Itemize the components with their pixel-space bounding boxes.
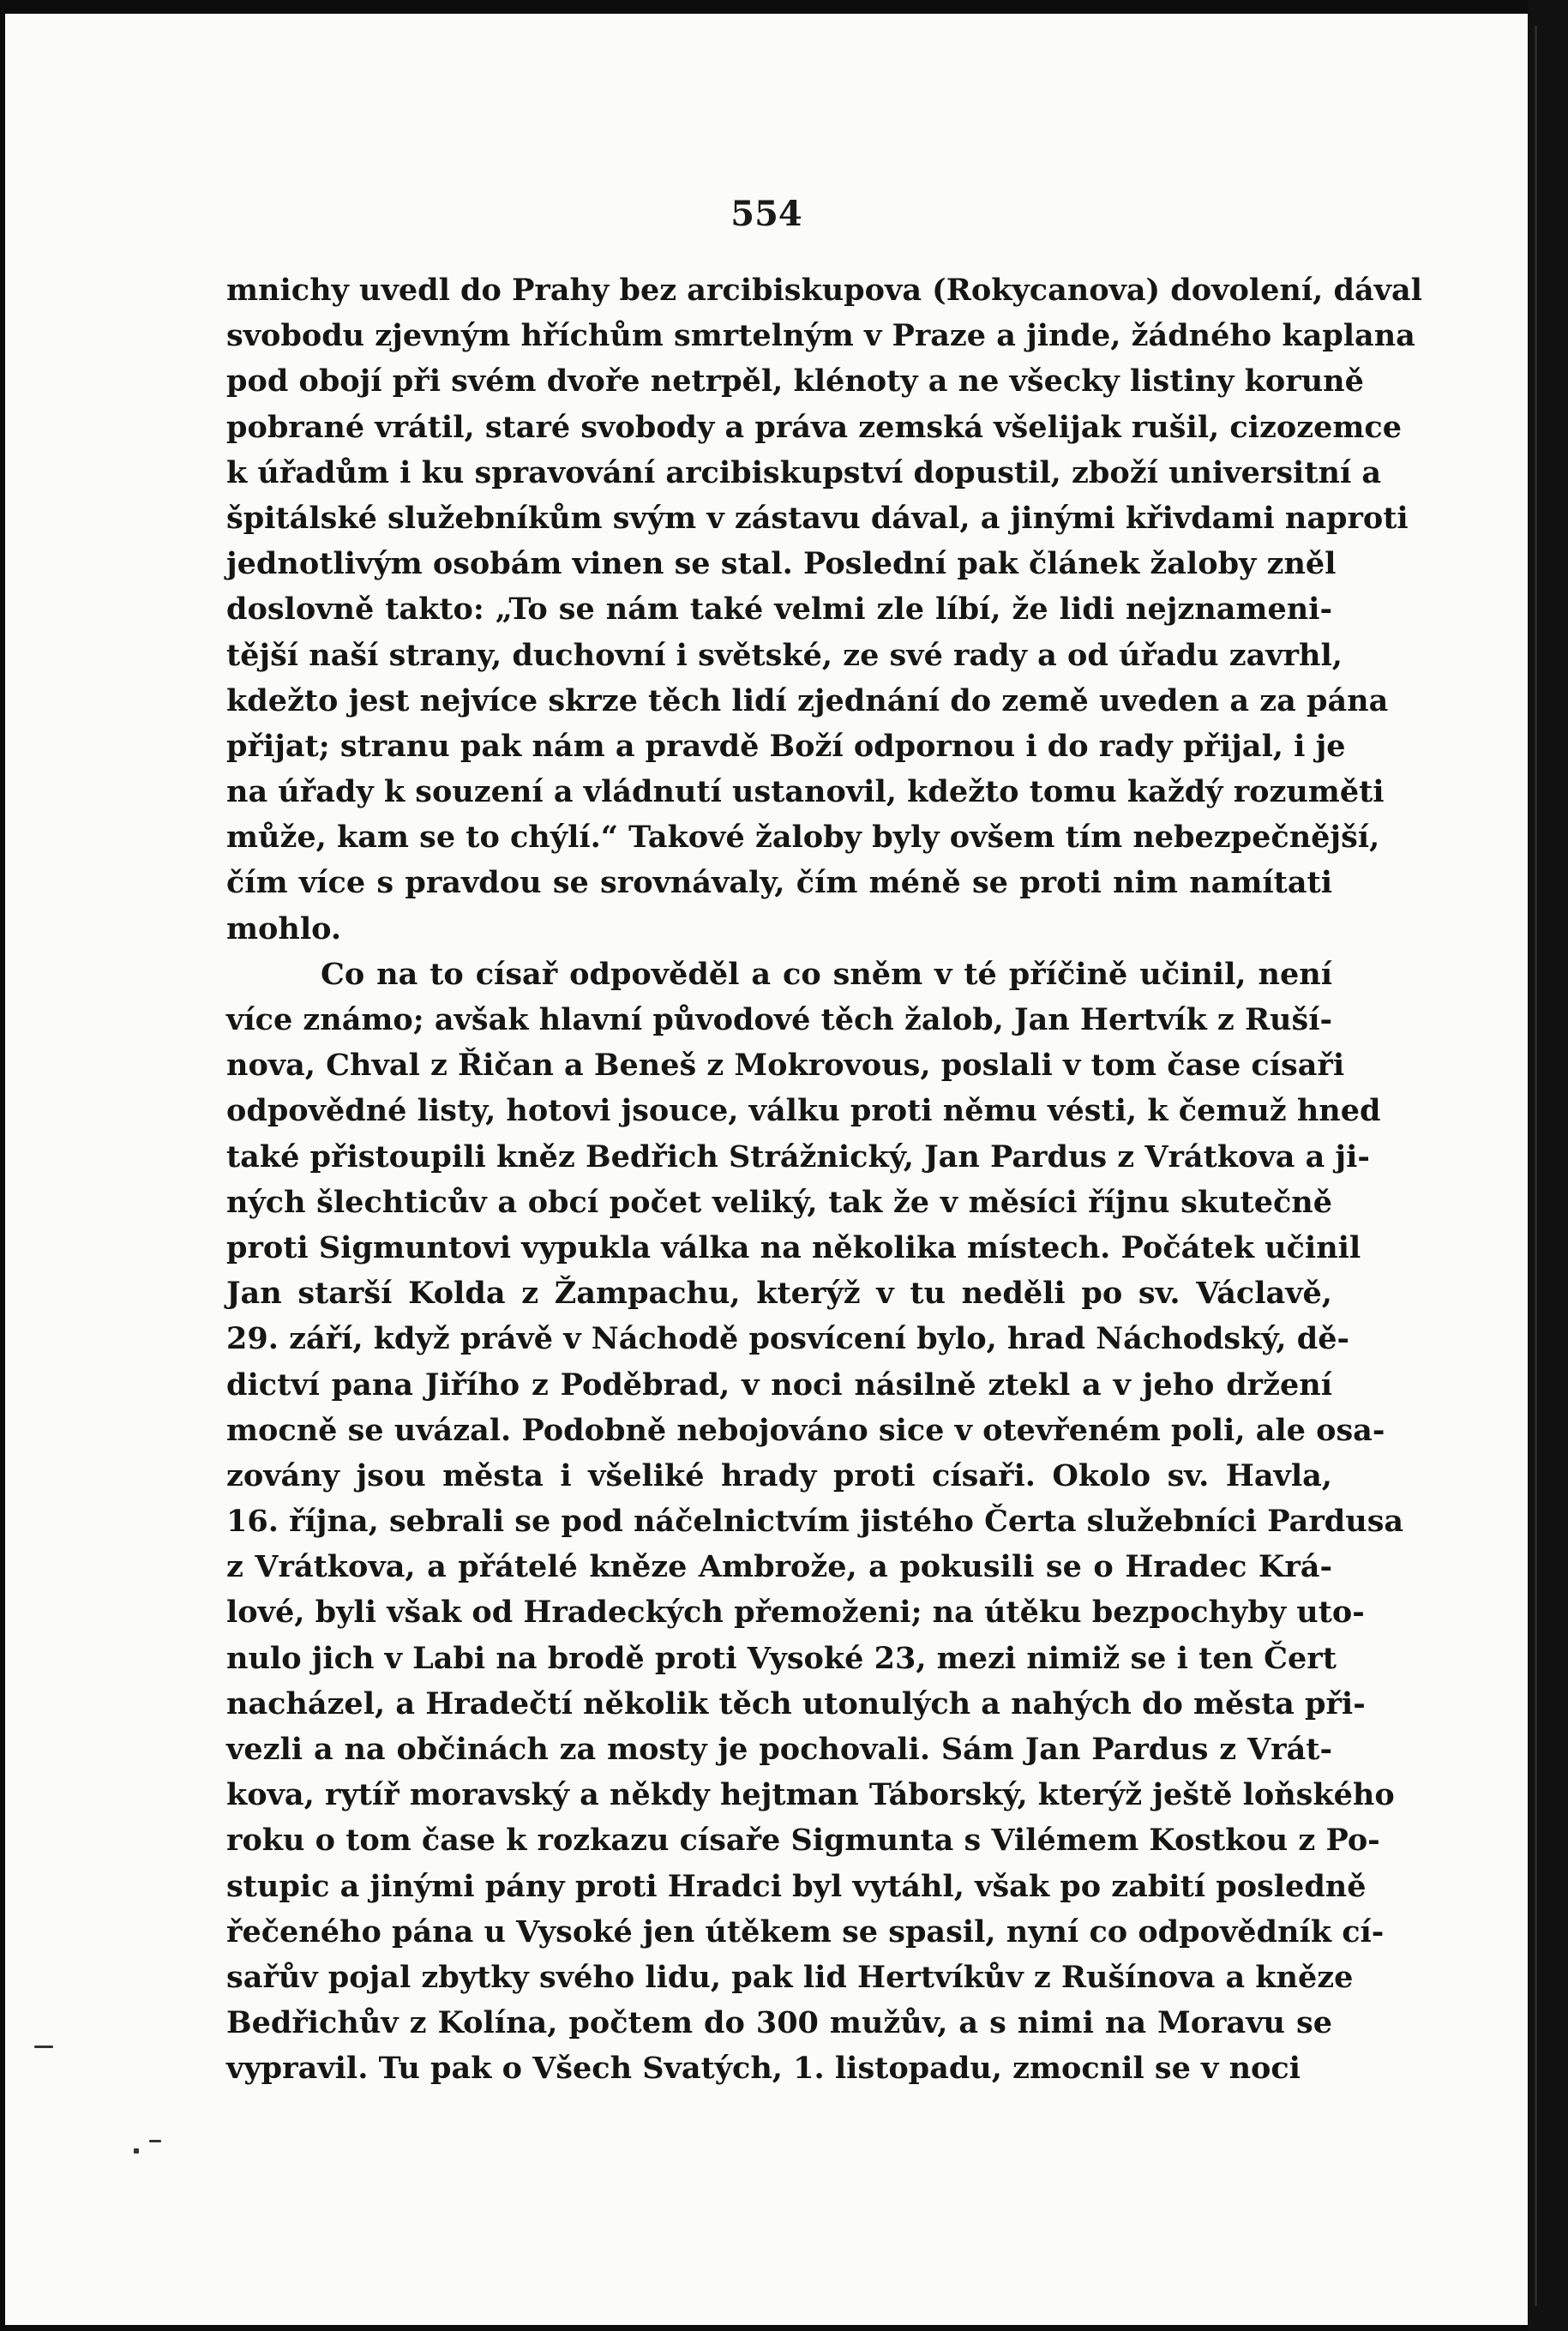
text-line: také přistoupili kněz Bedřich Strážnický, Jan Pardus z Vrátkova a ji- <box>226 1138 1370 1175</box>
text-line: vezli a na občinách za mosty je pochovali. Sám Jan Pardus z Vrát- <box>226 1732 1332 1767</box>
text-line: Bedřichův z Kolína, počtem do 300 mužův, a s nimi na Moravu se <box>226 2005 1332 2041</box>
text-line: na úřady k souzení a vládnutí ustanovil, kdežto tomu každý rozuměti <box>226 774 1385 810</box>
text-line: lové, byli však od Hradeckých přemoženi; na útěku bezpochyby uto- <box>226 1595 1365 1631</box>
text-line: nacházel, a Hradečtí několik těch utonulých a nahých do města při- <box>226 1685 1366 1721</box>
text-line: mnichy uvedl do Prahy bez arcibiskupova (Rokycanova) dovolení, dával <box>226 273 1422 308</box>
text-line: stupic a jinými pány proti Hradci byl vytáhl, však po zabití posledně <box>226 1868 1367 1904</box>
text-line: odpovědné listy, hotovi jsouce, válku proti němu vésti, k čemuž hned <box>226 1093 1381 1129</box>
text-line: zovány jsou města i všeliké hrady proti císaři. Okolo sv. Havla, <box>226 1457 1332 1493</box>
book-page <box>5 14 1528 2325</box>
text-line: tější naší strany, duchovní i světské, ze své rady a od úřadu zavrhl, <box>226 637 1343 673</box>
scan-edge-line <box>1535 26 1537 2306</box>
text-line: kdežto jest nejvíce skrze těch lidí zjednání do země uveden a za pána <box>226 682 1389 718</box>
text-line: jednotlivým osobám vinen se stal. Poslední pak článek žaloby zněl <box>226 546 1337 582</box>
text-line: 29. září, když právě v Náchodě posvícení bylo, hrad Náchodský, dě- <box>226 1321 1349 1357</box>
text-line: mohlo. <box>226 910 342 946</box>
text-line: Co na to císař odpověděl a co sněm v té příčině učinil, není <box>321 956 1332 992</box>
text-line: nulo jich v Labi na brodě proti Vysoké 23, mezi nimiž se i ten Čert <box>226 1640 1337 1676</box>
text-line: řečeného pána u Vysoké jen útěkem se spasil, nyní co odpovědník cí- <box>226 1913 1385 1950</box>
text-line: k úřadům i ku spravování arcibiskupství dopustil, zboží universitní a <box>226 454 1382 490</box>
text-line: ných šlechticův a obcí počet veliký, tak že v měsíci říjnu skutečně <box>226 1184 1332 1220</box>
text-line: přijat; stranu pak nám a pravdě Boží odpornou i do rady přijal, i je <box>226 728 1346 764</box>
text-line: kova, rytíř moravský a někdy hejtman Táborský, kterýž ještě loňského <box>226 1777 1395 1813</box>
margin-speck <box>34 2046 53 2048</box>
text-line: 16. října, sebrali se pod náčelnictvím jistého Čerta služebníci Pardusa <box>226 1504 1404 1540</box>
text-line: z Vrátkova, a přátelé kněze Ambrože, a pokusili se o Hradec Krá- <box>226 1549 1332 1585</box>
text-line: sařův pojal zbytky svého lidu, pak lid Hertvíkův z Rušínova a kněze <box>226 1959 1354 1995</box>
page-number: 554 <box>730 194 802 234</box>
text-line: proti Sigmuntovi vypukla válka na několika místech. Počátek učinil <box>226 1229 1361 1265</box>
text-line: může, kam se to chýlí.“ Takové žaloby byly ovšem tím nebezpečnější, <box>226 820 1380 856</box>
text-line: čím více s pravdou se srovnávaly, čím méně se proti nim namítati <box>226 865 1332 901</box>
text-line: doslovně takto: „To se nám také velmi zle líbí, že lidi nejznameni- <box>226 592 1332 628</box>
margin-speck <box>134 2148 139 2154</box>
margin-speck <box>149 2140 161 2142</box>
text-line: dictví pana Jiřího z Poděbrad, v noci násilně ztekl a v jeho držení <box>226 1367 1332 1403</box>
text-line: mocně se uvázal. Podobně nebojováno sice v otevřeném poli, ale osa- <box>226 1412 1385 1448</box>
text-line: nova, Chval z Řičan a Beneš z Mokrovous, poslali v tom čase císaři <box>226 1048 1345 1084</box>
text-line: více známo; avšak hlavní původové těch žalob, Jan Hertvík z Ruší- <box>226 1002 1333 1037</box>
text-line: špitálské služebníkům svým v zástavu dával, a jinými křivdami naproti <box>226 500 1409 536</box>
text-line: vypravil. Tu pak o Všech Svatých, 1. listopadu, zmocnil se v noci <box>226 2051 1301 2087</box>
text-line: pod obojí při svém dvoře netrpěl, klénoty a ne všecky listiny koruně <box>226 363 1364 400</box>
text-line: Jan starší Kolda z Žampachu, kterýž v tu neděli po sv. Václavě, <box>226 1276 1332 1312</box>
body-text <box>226 267 1422 2092</box>
text-line: pobrané vrátil, staré svobody a práva zemská všelijak rušil, cizozemce <box>226 409 1402 445</box>
text-line: svobodu zjevným hříchům smrtelným v Praze a jinde, žádného kaplana <box>226 318 1415 354</box>
text-line: roku o tom čase k rozkazu císaře Sigmunta s Vilémem Kostkou z Po- <box>226 1823 1380 1859</box>
